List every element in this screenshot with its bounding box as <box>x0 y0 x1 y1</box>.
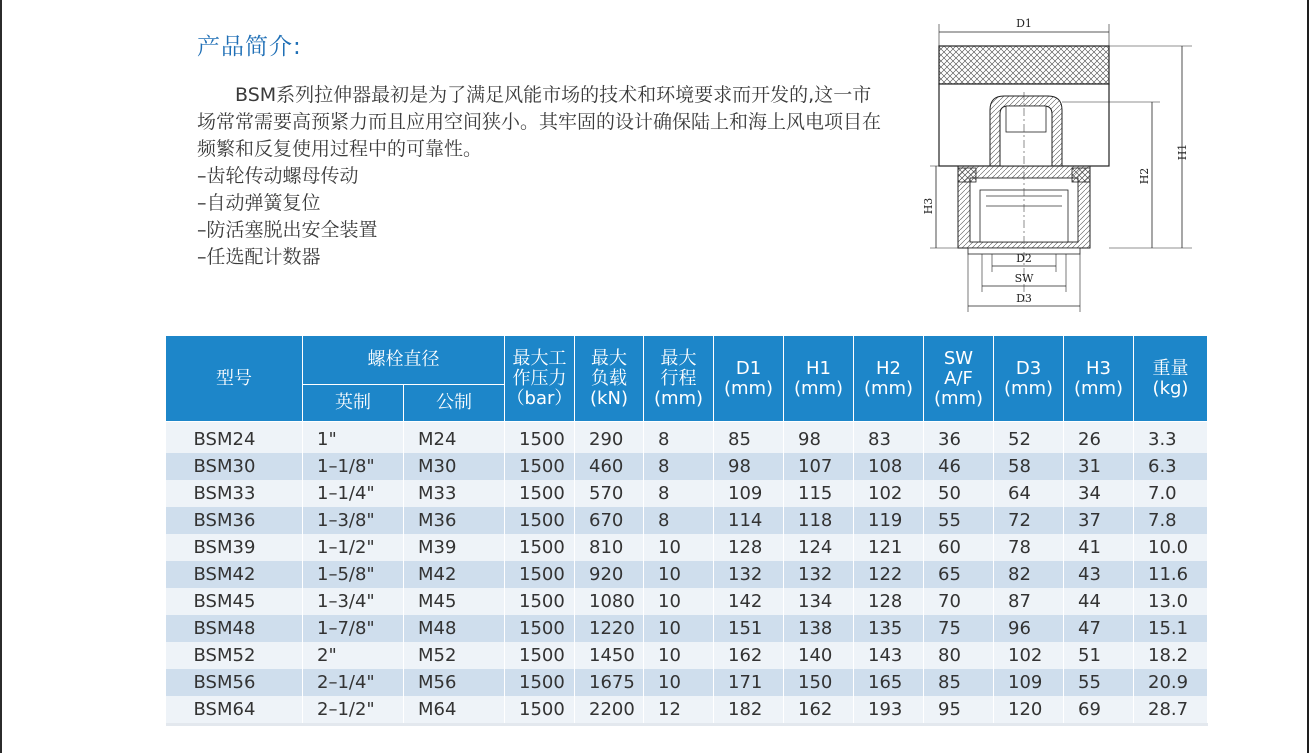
cell-model: BSM42 <box>166 561 303 588</box>
cell-d3: 120 <box>994 696 1064 725</box>
dim-label-d1: D1 <box>1016 17 1032 30</box>
feature-item: –齿轮传动螺母传动 <box>197 165 359 187</box>
cell-d1: 132 <box>714 561 784 588</box>
cell-weight: 11.6 <box>1134 561 1208 588</box>
cell-imperial: 2–1/4" <box>303 669 404 696</box>
cell-model: BSM30 <box>166 453 303 480</box>
cell-metric: M36 <box>404 507 505 534</box>
cell-h1: 150 <box>784 669 854 696</box>
cell-model: BSM48 <box>166 615 303 642</box>
header-h1: H1 (mm) <box>784 336 854 422</box>
cell-d1: 98 <box>714 453 784 480</box>
cell-max-stroke: 8 <box>644 453 714 480</box>
cell-h3: 31 <box>1064 453 1134 480</box>
cell-max-stroke: 8 <box>644 422 714 454</box>
cell-weight: 15.1 <box>1134 615 1208 642</box>
cell-sw: 50 <box>924 480 994 507</box>
header-d3: D3 (mm) <box>994 336 1064 422</box>
cell-h1: 138 <box>784 615 854 642</box>
cell-h1: 162 <box>784 696 854 725</box>
table-row <box>166 696 1208 725</box>
cell-weight: 18.2 <box>1134 642 1208 669</box>
cell-h2: 135 <box>854 615 924 642</box>
cell-max-stroke: 10 <box>644 588 714 615</box>
cell-max-stroke: 10 <box>644 561 714 588</box>
cell-max-pressure: 1500 <box>505 480 575 507</box>
cell-d1: 142 <box>714 588 784 615</box>
dim-label-d2: D2 <box>1016 252 1032 265</box>
cell-imperial: 1–1/8" <box>303 453 404 480</box>
header-max-stroke: 最大 行程 (mm) <box>644 336 714 422</box>
cell-h2: 121 <box>854 534 924 561</box>
cell-metric: M33 <box>404 480 505 507</box>
cell-h3: 41 <box>1064 534 1134 561</box>
cell-max-load: 1080 <box>575 588 644 615</box>
cell-metric: M48 <box>404 615 505 642</box>
header-metric: 公制 <box>404 385 505 422</box>
cell-sw: 85 <box>924 669 994 696</box>
dim-label-h1: H1 <box>1176 143 1189 161</box>
cell-imperial: 1–1/2" <box>303 534 404 561</box>
cell-h3: 43 <box>1064 561 1134 588</box>
cell-imperial: 2–1/2" <box>303 696 404 725</box>
cell-d3: 96 <box>994 615 1064 642</box>
dim-label-h2: H2 <box>1138 167 1151 185</box>
cell-h1: 132 <box>784 561 854 588</box>
cell-d3: 82 <box>994 561 1064 588</box>
header-h2: H2 (mm) <box>854 336 924 422</box>
cell-h2: 122 <box>854 561 924 588</box>
cell-model: BSM36 <box>166 507 303 534</box>
cell-max-pressure: 1500 <box>505 561 575 588</box>
header-max-pressure: 最大工 作压力 （bar） <box>505 336 575 422</box>
cell-model: BSM39 <box>166 534 303 561</box>
cell-h3: 55 <box>1064 669 1134 696</box>
cell-max-stroke: 8 <box>644 480 714 507</box>
cell-d3: 78 <box>994 534 1064 561</box>
cell-weight: 20.9 <box>1134 669 1208 696</box>
cell-model: BSM64 <box>166 696 303 725</box>
cell-h1: 140 <box>784 642 854 669</box>
cell-h3: 51 <box>1064 642 1134 669</box>
cell-max-pressure: 1500 <box>505 507 575 534</box>
feature-list <box>197 163 378 271</box>
cell-d3: 64 <box>994 480 1064 507</box>
description-paragraph: BSM系列拉伸器最初是为了满足风能市场的技术和环境要求而开发的,这一市场常常需要高预紧力而且应用空间狭小。其牢固的设计确保陆上和海上风电项目在频繁和反复使用过程中的可靠性。 <box>197 84 882 160</box>
table-row <box>166 422 1208 454</box>
cell-d1: 182 <box>714 696 784 725</box>
cell-imperial: 1" <box>303 422 404 454</box>
cell-max-load: 570 <box>575 480 644 507</box>
tensioner-technical-drawing <box>920 10 1210 324</box>
cell-h2: 165 <box>854 669 924 696</box>
cell-h1: 118 <box>784 507 854 534</box>
header-weight: 重量 (kg) <box>1134 336 1208 422</box>
cell-h2: 128 <box>854 588 924 615</box>
cell-sw: 80 <box>924 642 994 669</box>
cell-metric: M39 <box>404 534 505 561</box>
cell-max-load: 670 <box>575 507 644 534</box>
cell-sw: 46 <box>924 453 994 480</box>
cell-max-load: 1675 <box>575 669 644 696</box>
header-sw: SW A/F (mm) <box>924 336 994 422</box>
cell-d3: 102 <box>994 642 1064 669</box>
cell-d3: 72 <box>994 507 1064 534</box>
cell-metric: M42 <box>404 561 505 588</box>
cell-max-pressure: 1500 <box>505 453 575 480</box>
cell-weight: 13.0 <box>1134 588 1208 615</box>
cell-d1: 162 <box>714 642 784 669</box>
section-title: 产品简介: <box>197 34 302 60</box>
cell-d1: 171 <box>714 669 784 696</box>
cell-d1: 128 <box>714 534 784 561</box>
cell-model: BSM56 <box>166 669 303 696</box>
cell-sw: 55 <box>924 507 994 534</box>
cell-d1: 151 <box>714 615 784 642</box>
cell-sw: 95 <box>924 696 994 725</box>
cell-metric: M45 <box>404 588 505 615</box>
cell-d3: 109 <box>994 669 1064 696</box>
cell-max-load: 1450 <box>575 642 644 669</box>
right-border-line <box>1307 0 1309 753</box>
cell-metric: M30 <box>404 453 505 480</box>
feature-item: –任选配计数器 <box>197 246 321 268</box>
cell-h2: 119 <box>854 507 924 534</box>
spec-table <box>165 335 1208 726</box>
cell-sw: 70 <box>924 588 994 615</box>
cell-max-stroke: 10 <box>644 642 714 669</box>
cell-max-stroke: 12 <box>644 696 714 725</box>
feature-item: –防活塞脱出安全装置 <box>197 219 378 241</box>
cell-imperial: 1–7/8" <box>303 615 404 642</box>
header-imperial: 英制 <box>303 385 404 422</box>
cell-d3: 58 <box>994 453 1064 480</box>
header-d1: D1 (mm) <box>714 336 784 422</box>
table-row <box>166 642 1208 669</box>
cell-max-stroke: 8 <box>644 507 714 534</box>
cell-weight: 10.0 <box>1134 534 1208 561</box>
cell-h1: 124 <box>784 534 854 561</box>
cell-h3: 69 <box>1064 696 1134 725</box>
cell-metric: M24 <box>404 422 505 454</box>
dim-label-d3: D3 <box>1016 292 1032 305</box>
cell-imperial: 1–1/4" <box>303 480 404 507</box>
spec-table-body <box>166 422 1208 725</box>
feature-item: –自动弹簧复位 <box>197 192 321 214</box>
cell-h2: 83 <box>854 422 924 454</box>
cell-metric: M52 <box>404 642 505 669</box>
header-bolt-diameter: 螺栓直径 <box>303 336 505 385</box>
cell-max-load: 1220 <box>575 615 644 642</box>
cell-metric: M64 <box>404 696 505 725</box>
table-row <box>166 615 1208 642</box>
header-h3: H3 (mm) <box>1064 336 1134 422</box>
cell-max-pressure: 1500 <box>505 669 575 696</box>
cell-model: BSM24 <box>166 422 303 454</box>
cell-max-pressure: 1500 <box>505 534 575 561</box>
cell-max-load: 2200 <box>575 696 644 725</box>
cell-max-stroke: 10 <box>644 669 714 696</box>
table-row <box>166 561 1208 588</box>
cell-h3: 37 <box>1064 507 1134 534</box>
cell-h2: 143 <box>854 642 924 669</box>
cell-weight: 3.3 <box>1134 422 1208 454</box>
cell-max-load: 460 <box>575 453 644 480</box>
cell-sw: 60 <box>924 534 994 561</box>
cell-max-stroke: 10 <box>644 534 714 561</box>
product-description <box>197 82 887 163</box>
cell-model: BSM33 <box>166 480 303 507</box>
table-row <box>166 588 1208 615</box>
cell-max-stroke: 10 <box>644 615 714 642</box>
cell-h1: 107 <box>784 453 854 480</box>
table-row <box>166 534 1208 561</box>
cell-imperial: 2" <box>303 642 404 669</box>
cell-h3: 34 <box>1064 480 1134 507</box>
dim-label-sw: SW <box>1014 272 1034 285</box>
cell-max-load: 920 <box>575 561 644 588</box>
cell-d3: 52 <box>994 422 1064 454</box>
cell-h1: 134 <box>784 588 854 615</box>
cell-sw: 36 <box>924 422 994 454</box>
cell-imperial: 1–3/4" <box>303 588 404 615</box>
cell-h1: 98 <box>784 422 854 454</box>
cell-max-pressure: 1500 <box>505 615 575 642</box>
cell-d1: 85 <box>714 422 784 454</box>
cell-h3: 47 <box>1064 615 1134 642</box>
cell-h3: 26 <box>1064 422 1134 454</box>
table-row <box>166 507 1208 534</box>
cell-d3: 87 <box>994 588 1064 615</box>
cell-h2: 108 <box>854 453 924 480</box>
cell-weight: 7.0 <box>1134 480 1208 507</box>
header-model: 型号 <box>166 336 303 422</box>
cell-max-pressure: 1500 <box>505 696 575 725</box>
cell-h2: 102 <box>854 480 924 507</box>
table-row <box>166 453 1208 480</box>
cell-imperial: 1–3/8" <box>303 507 404 534</box>
cell-sw: 65 <box>924 561 994 588</box>
cell-h3: 44 <box>1064 588 1134 615</box>
table-row <box>166 480 1208 507</box>
housing-cap <box>939 46 1109 84</box>
cell-model: BSM45 <box>166 588 303 615</box>
cell-max-pressure: 1500 <box>505 422 575 454</box>
cell-weight: 28.7 <box>1134 696 1208 725</box>
cell-model: BSM52 <box>166 642 303 669</box>
cell-imperial: 1–5/8" <box>303 561 404 588</box>
cell-max-pressure: 1500 <box>505 588 575 615</box>
cell-weight: 7.8 <box>1134 507 1208 534</box>
cell-sw: 75 <box>924 615 994 642</box>
cell-max-load: 290 <box>575 422 644 454</box>
cell-d1: 109 <box>714 480 784 507</box>
cell-max-pressure: 1500 <box>505 642 575 669</box>
cell-max-load: 810 <box>575 534 644 561</box>
header-max-load: 最大 负载 (kN) <box>575 336 644 422</box>
table-row <box>166 669 1208 696</box>
cell-d1: 114 <box>714 507 784 534</box>
cell-h1: 115 <box>784 480 854 507</box>
cell-h2: 193 <box>854 696 924 725</box>
dim-label-h3: H3 <box>922 197 935 215</box>
cell-metric: M56 <box>404 669 505 696</box>
left-border-line <box>0 0 2 753</box>
cell-weight: 6.3 <box>1134 453 1208 480</box>
